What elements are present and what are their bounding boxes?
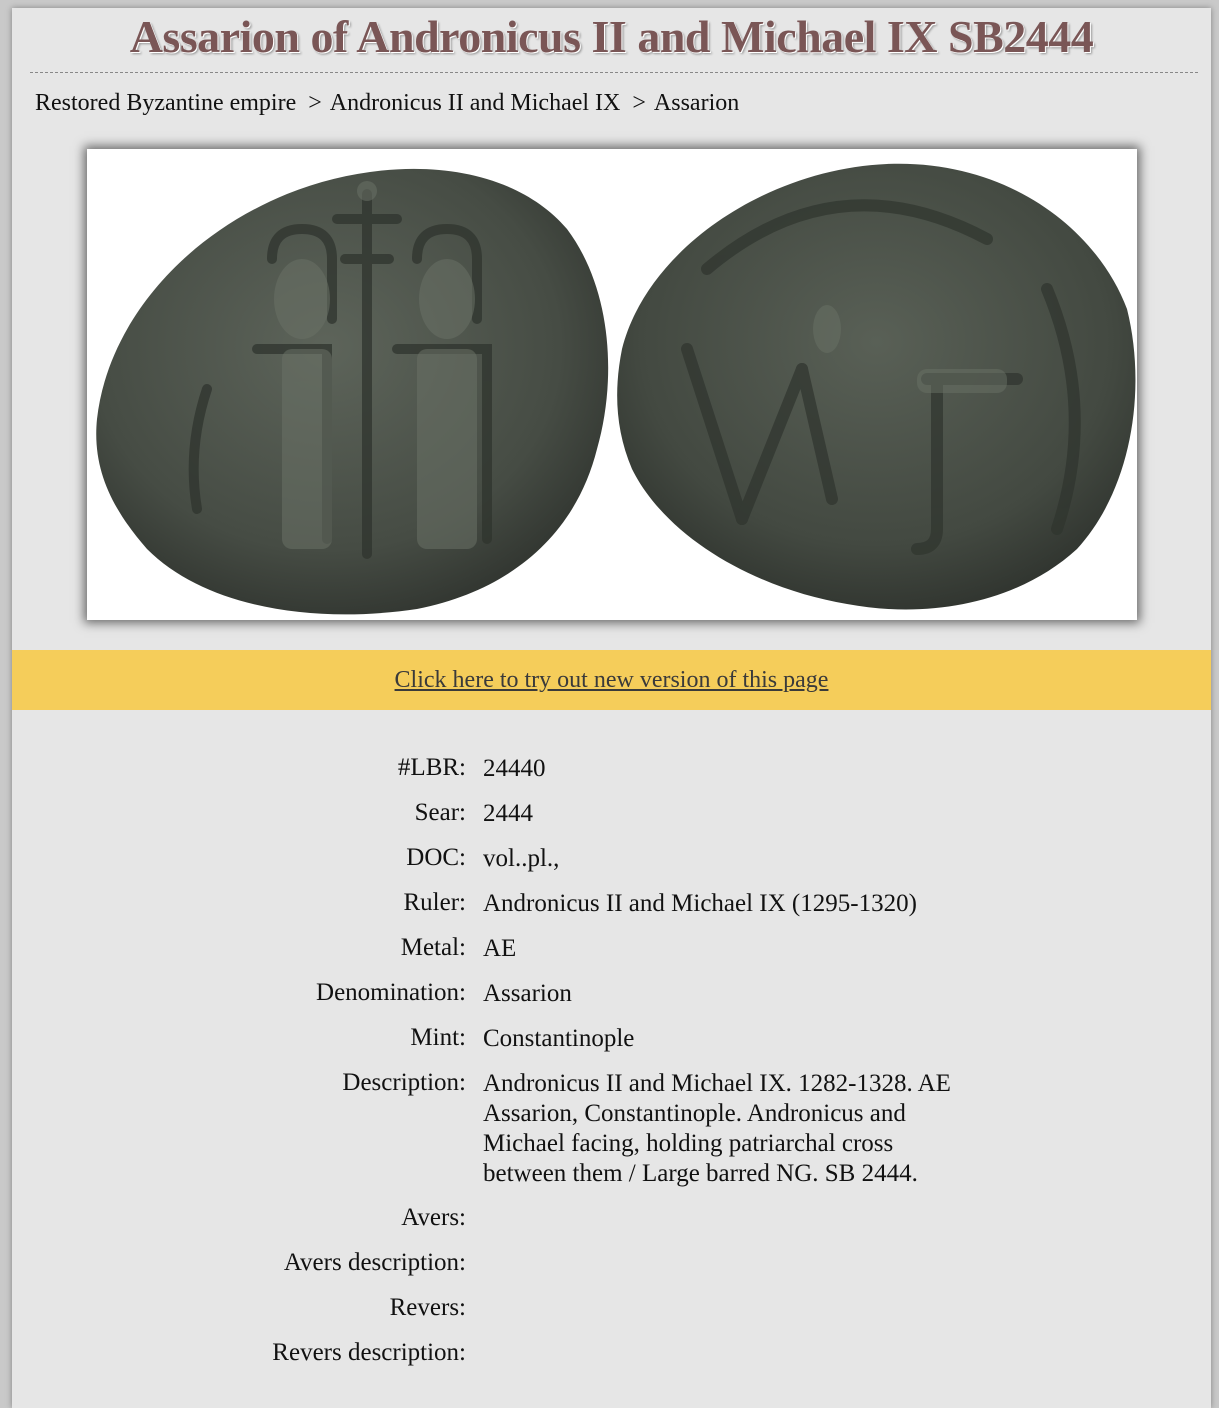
detail-value: AE	[483, 935, 517, 962]
detail-value: Andronicus II and Michael IX. 1282-1328. AE Assarion, Constantinople. Andronicus and Michael facing, holding patriarchal cross between them / Large barred NG. SB 2444.	[483, 1070, 951, 1187]
detail-value: Constantinople	[483, 1025, 635, 1052]
detail-label: DOC:	[406, 844, 466, 871]
detail-value: Andronicus II and Michael IX (1295-1320)	[483, 890, 917, 917]
detail-label: Revers:	[389, 1294, 466, 1321]
new-version-banner	[12, 650, 1211, 710]
detail-value: Assarion	[483, 980, 572, 1007]
detail-label: Revers description:	[272, 1339, 466, 1366]
detail-label: Description:	[342, 1069, 466, 1096]
detail-label: Sear:	[414, 799, 466, 826]
detail-label: Metal:	[400, 934, 466, 961]
coin-image	[87, 149, 1137, 620]
breadcrumb-item-coin: Assarion	[653, 90, 740, 116]
title-divider	[30, 72, 1198, 73]
detail-label: Ruler:	[403, 889, 466, 916]
coin-photo[interactable]	[87, 149, 1137, 620]
detail-label: Avers:	[401, 1204, 466, 1231]
breadcrumb-separator: >	[308, 90, 322, 116]
breadcrumb	[35, 90, 739, 117]
new-version-link[interactable]: Click here to try out new version of this page	[394, 666, 829, 693]
detail-value: vol..pl.,	[483, 845, 560, 872]
detail-label: Mint:	[410, 1024, 466, 1051]
page-title: Assarion of Andronicus II and Michael IX SB2444	[129, 11, 1094, 62]
obverse-coin	[96, 169, 608, 615]
detail-label: Avers description:	[283, 1249, 466, 1276]
breadcrumb-item-ruler[interactable]: Andronicus II and Michael IX	[329, 90, 621, 116]
breadcrumb-separator: >	[632, 90, 646, 116]
page	[12, 8, 1211, 1408]
detail-value: 2444	[483, 800, 533, 827]
detail-value: 24440	[483, 755, 546, 782]
detail-label: #LBR:	[397, 754, 466, 781]
breadcrumb-item-empire[interactable]: Restored Byzantine empire	[35, 90, 297, 116]
detail-label: Denomination:	[316, 979, 466, 1006]
